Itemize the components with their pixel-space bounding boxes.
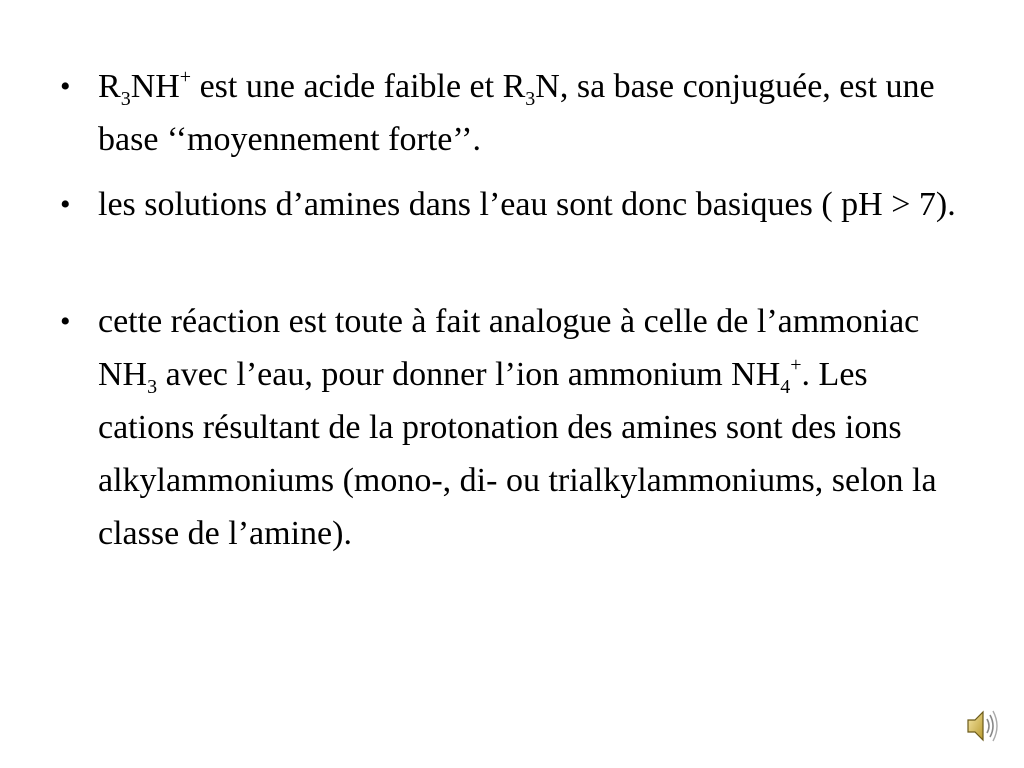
bullet-text-1: $R_3NH^+$ est une acide faible et $R_3N$, sa base conjuguée, est une base ‘‘moyennement forte’’. xyxy=(98,66,935,158)
bullet-marker: • xyxy=(60,188,71,221)
bullet-marker: • xyxy=(60,305,71,338)
bullet-marker: • xyxy=(60,70,71,103)
bullet-list xyxy=(60,60,960,560)
bullet-item-3 xyxy=(60,295,960,560)
speaker-icon[interactable] xyxy=(964,706,1000,746)
bullet-text-3: cette réaction est toute à fait analogue à celle de l’ammoniac $NH_3$ avec l’eau, pour donner l’ion ammonium $NH_4^+$. Les cations résultant de la protonation des amines sont des ions alkylammoniums (mono-, di- ou trialkylammoniums, selon la classe de l’amine). xyxy=(98,303,937,552)
bullet-item-2 xyxy=(60,178,960,231)
bullet-item-1 xyxy=(60,60,960,166)
bullet-text-2: les solutions d’amines dans l’eau sont donc basiques ( pH > 7). xyxy=(98,186,956,223)
speaker-icon-graphic xyxy=(964,706,1000,746)
